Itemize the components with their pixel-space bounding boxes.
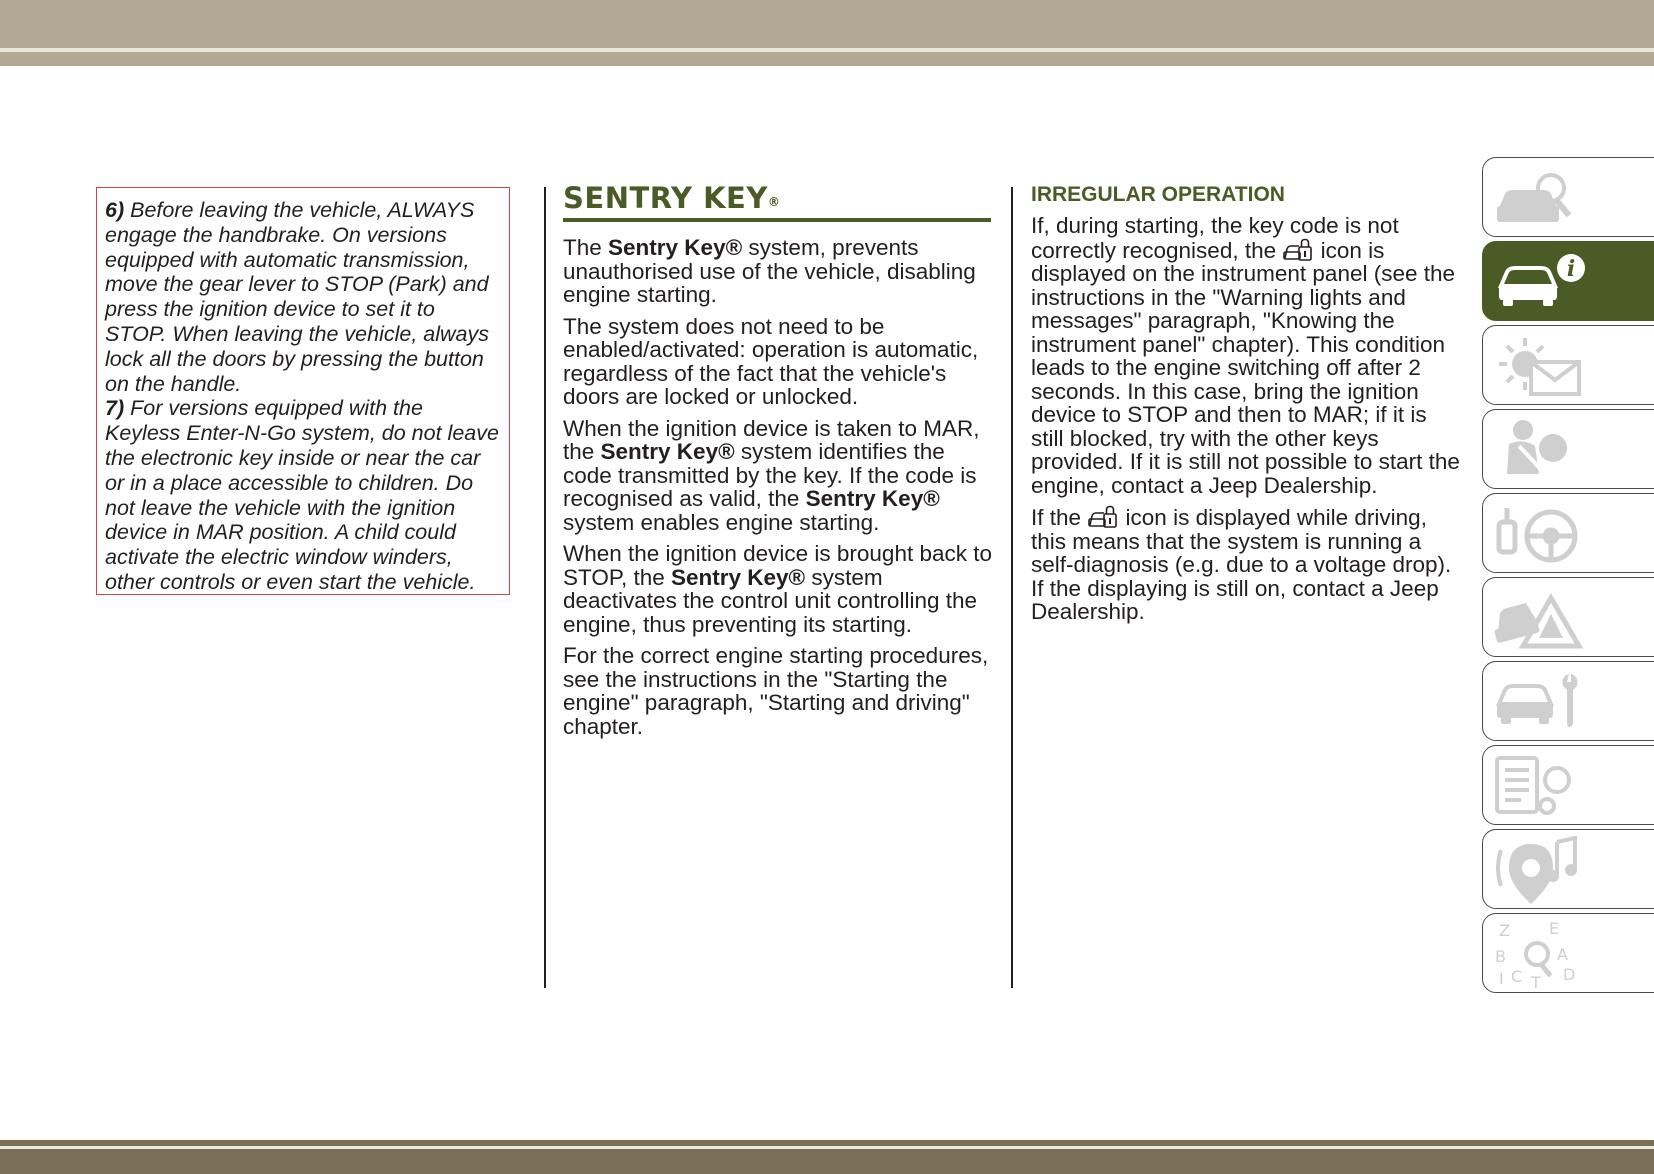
- paragraph: For the correct engine starting procedures, see the instructions in the "Starting the engine" paragraph, "Starting and driving" chapter.: [563, 643, 989, 739]
- safety-airbag-icon: [1491, 416, 1591, 486]
- brand-name: Sentry Key®: [600, 439, 735, 464]
- top-band: [0, 0, 1654, 66]
- multimedia-icon: [1491, 836, 1591, 906]
- chapter-tab-emergency[interactable]: [1482, 577, 1654, 657]
- paragraph: [563, 542, 995, 636]
- svg-text:E: E: [1549, 920, 1560, 938]
- svg-text:I: I: [1499, 969, 1504, 988]
- text: If the: [1031, 505, 1088, 530]
- irregular-operation-section: [1031, 182, 1461, 632]
- bottom-band: [0, 1140, 1654, 1174]
- svg-text:B: B: [1495, 947, 1506, 966]
- text: system enables engine starting.: [563, 509, 880, 535]
- car-info-icon: [1491, 248, 1591, 318]
- column-divider: [1011, 187, 1013, 988]
- chapter-tab-instrument-panel[interactable]: [1482, 241, 1654, 321]
- paragraph: [1031, 505, 1461, 624]
- paragraph: [1031, 214, 1461, 497]
- maintenance-icon: [1491, 668, 1591, 738]
- chapter-tab-starting-driving[interactable]: [1482, 493, 1654, 573]
- immobilizer-icon: [1282, 238, 1314, 262]
- note-text: Before leaving the vehicle, ALWAYS engage the handbrake. On versions equipped with automatic transmission, move the gear lever to STOP (Park) and press the ignition device to set it to STOP. When leaving the vehicle, always lock all the doors by pressing the button on the handle.: [105, 198, 490, 396]
- warning-lights-icon: [1491, 332, 1591, 402]
- svg-text:i: i: [1566, 256, 1576, 282]
- index-icon: [1491, 920, 1591, 990]
- bottom-band-line: [0, 1146, 1654, 1149]
- chapter-tab-maintenance[interactable]: [1482, 661, 1654, 741]
- brand-name: Sentry Key®: [805, 486, 940, 511]
- brand-name: Sentry Key®: [608, 235, 743, 260]
- technical-data-icon: [1491, 752, 1591, 822]
- key-steering-icon: [1491, 500, 1591, 570]
- note-number: 6): [105, 198, 125, 222]
- warning-note-6: [105, 198, 501, 396]
- column-divider: [544, 187, 546, 988]
- brand-name: Sentry Key®: [671, 564, 806, 590]
- svg-text:A: A: [1557, 945, 1568, 964]
- paragraph: [563, 236, 995, 307]
- chapter-tab-technical-data[interactable]: [1482, 745, 1654, 825]
- text: icon is displayed while driving, this means that the system is running a self-diagnosis (e.g. due to a voltage drop). If the displaying is still on, contact a Jeep Dealership.: [1031, 505, 1452, 624]
- sentry-key-section: [563, 180, 995, 746]
- section-title: IRREGULAR OPERATION: [1031, 183, 1285, 206]
- emergency-icon: [1491, 584, 1591, 654]
- svg-text:C: C: [1511, 967, 1523, 986]
- svg-text:Z: Z: [1499, 921, 1510, 940]
- section-title-text: SENTRY KEY: [563, 181, 768, 215]
- chapter-tab-knowing-vehicle[interactable]: [1482, 157, 1654, 237]
- text: system, prevents unauthorised use of the vehicle, disabling engine starting.: [563, 235, 976, 307]
- warning-notes-box: [96, 187, 510, 595]
- chapter-tab-index[interactable]: [1482, 913, 1654, 993]
- chapter-tab-safety[interactable]: [1482, 409, 1654, 489]
- car-search-icon: [1491, 164, 1591, 234]
- registered-mark: ®: [767, 195, 781, 209]
- text: system deactivates the control unit controlling the engine, thus preventing its starting.: [563, 564, 977, 637]
- text: When the ignition device is brought back to STOP, the: [563, 541, 993, 590]
- note-number: 7): [105, 396, 125, 421]
- text: If, during starting, the key code is not correctly recognised, the: [1031, 213, 1399, 263]
- top-band-line: [0, 48, 1654, 52]
- svg-text:T: T: [1531, 973, 1541, 990]
- note-text: For versions equipped with the Keyless Enter-N-Go system, do not leave the electronic key inside or near the car or in a place accessible to children. Do not leave the vehicle with the ignition device in MAR position. A child could activate the electric window winders, other controls or even start the vehicle.: [105, 396, 499, 594]
- paragraph: [563, 417, 995, 535]
- immobilizer-icon: [1087, 505, 1119, 529]
- svg-text:D: D: [1563, 965, 1576, 984]
- section-title: [563, 180, 995, 216]
- text: system identifies the code transmitted by the key. If the code is recognised as valid, the: [563, 439, 977, 511]
- warning-note-7: [105, 396, 501, 594]
- text: The: [563, 235, 609, 260]
- chapter-tab-multimedia[interactable]: [1482, 829, 1654, 909]
- chapter-tab-warning-lights[interactable]: [1482, 325, 1654, 405]
- text: icon is displayed on the instrument panel (see the instructions in the "Warning lights and messages" paragraph, "Knowing the instrument panel" chapter). This condition leads to the engine switching off after 2 seconds. In this case, bring the ignition device to STOP and then to MAR; if it is still blocked, try with the other keys provided. If it is still not possible to start the engine, contact a Jeep Dealership.: [1031, 237, 1460, 498]
- text: When the ignition device is taken to MAR, the: [563, 415, 980, 464]
- paragraph: The system does not need to be enabled/activated: operation is automatic, regardless of the fact that the vehicle's doors are locked or unlocked.: [563, 313, 979, 409]
- title-underline: [563, 218, 991, 222]
